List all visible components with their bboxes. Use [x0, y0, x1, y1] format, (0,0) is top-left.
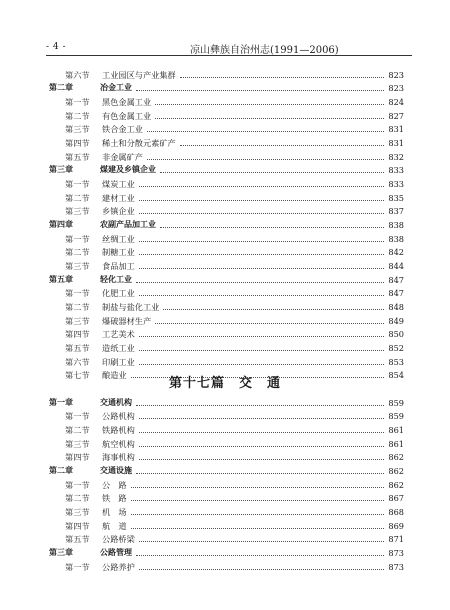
toc-section-entry: [49, 327, 404, 341]
toc-entry-page: 873: [388, 547, 404, 558]
toc-entry-page: 859: [388, 411, 404, 422]
dot-leader: [147, 159, 384, 160]
toc-section-entry: [49, 123, 404, 137]
toc-section-entry: [49, 95, 404, 109]
toc-entry-title: 铁合金工业: [102, 124, 143, 135]
toc-entry-title: 乡镇企业: [102, 206, 135, 217]
dot-leader: [136, 90, 384, 91]
toc-entry-title: 稀土和分散元素矿产: [102, 138, 176, 148]
dot-leader: [160, 172, 384, 173]
toc-entry-page: 849: [388, 315, 404, 326]
toc-entry-title: 交通机构: [100, 397, 132, 407]
toc-section-entry: [49, 451, 404, 465]
toc-section-entry: [49, 505, 404, 519]
dot-leader: [147, 131, 384, 132]
toc-entry-label: 第五节: [65, 342, 90, 353]
toc-entry-label: 第六节: [65, 69, 90, 80]
dot-leader: [155, 104, 384, 105]
toc-entry-label: 第三节: [65, 315, 90, 326]
toc-entry-page: 868: [388, 506, 404, 517]
dot-leader: [139, 213, 384, 214]
dot-leader: [131, 487, 384, 488]
page-number: - 4 -: [46, 42, 67, 52]
toc-entry-page: 847: [388, 288, 404, 299]
toc-section-entry: [49, 68, 404, 82]
toc-section-entry: [49, 341, 404, 355]
toc-section-entry: [49, 246, 404, 260]
dot-leader: [136, 473, 384, 474]
toc-entry-page: 831: [388, 124, 404, 135]
toc-entry-title: 铁 路: [102, 493, 127, 504]
book-title: 凉山彝族自治州志(1991—2006): [190, 45, 339, 56]
toc-entry-label: 第一节: [65, 288, 90, 299]
toc-entry-title: 制糖工业: [102, 247, 135, 258]
toc-entry-page: 848: [388, 301, 404, 312]
toc-chapter-entry: [49, 464, 404, 478]
dot-leader: [139, 254, 384, 255]
toc-entry-title: 造纸工业: [102, 342, 135, 353]
dot-leader: [180, 77, 384, 78]
toc-entry-title: 交通设施: [100, 466, 132, 476]
dot-leader: [139, 241, 384, 242]
dot-leader: [139, 541, 384, 542]
toc-entry-title: 公路机构: [102, 411, 135, 422]
toc-entry-title: 农副产品加工业: [100, 220, 156, 230]
toc-section-entry: [49, 232, 404, 246]
toc-section-entry: [49, 259, 404, 273]
toc-entry-page: 862: [388, 452, 404, 463]
toc-entry-title: 航空机构: [102, 438, 135, 449]
toc-entry-label: 第五节: [65, 534, 90, 545]
toc-entry-label: 第二章: [49, 466, 73, 476]
toc-entry-page: 827: [388, 110, 404, 121]
toc-entry-label: 第二节: [65, 247, 90, 258]
toc-entry-label: 第一节: [65, 479, 90, 490]
toc-entry-page: 850: [388, 329, 404, 340]
toc-entry-page: 838: [388, 219, 404, 230]
toc-entry-page: 854: [388, 370, 404, 381]
toc-section-entry: [49, 423, 404, 437]
toc-entry-page: 833: [388, 178, 404, 189]
part-title: 第十七篇 交 通: [168, 376, 281, 391]
toc-entry-label: 第七节: [65, 370, 90, 381]
dot-leader: [136, 555, 384, 556]
toc-section-entry: [49, 533, 404, 547]
toc-section-entry: [49, 136, 404, 150]
toc-entry-title: 公 路: [102, 479, 127, 490]
dot-leader: [139, 186, 384, 187]
toc-entry-label: 第三节: [65, 206, 90, 217]
toc-section-transport: [49, 396, 404, 574]
toc-entry-title: 黑色金属工业: [102, 97, 152, 108]
toc-entry-label: 第二节: [65, 493, 90, 504]
toc-entry-page: 833: [388, 165, 404, 176]
toc-entry-title: 丝绸工业: [102, 233, 135, 244]
dot-leader: [155, 118, 384, 119]
toc-section-entry: [49, 519, 404, 533]
toc-section-entry: [49, 314, 404, 328]
toc-entry-label: 第三章: [49, 165, 73, 175]
dot-leader: [139, 569, 384, 570]
toc-entry-title: 航 道: [102, 520, 127, 531]
toc-entry-page: 862: [388, 466, 404, 476]
toc-chapter-entry: [49, 396, 404, 410]
toc-entry-page: 823: [388, 69, 404, 80]
toc-entry-label: 第二节: [65, 192, 90, 203]
toc-section-entry: [49, 410, 404, 424]
toc-entry-page: 861: [388, 438, 404, 449]
toc-entry-title: 公路养护: [102, 561, 135, 572]
toc-chapter-entry: [49, 546, 404, 560]
dot-leader: [139, 295, 384, 296]
dot-leader: [180, 145, 384, 146]
dot-leader: [139, 268, 384, 269]
dot-leader: [131, 514, 384, 515]
toc-entry-page: 853: [388, 356, 404, 367]
toc-entry-title: 煤建及乡镇企业: [100, 165, 156, 175]
toc-section-entry: [49, 150, 404, 164]
toc-entry-title: 工艺美术: [102, 329, 135, 340]
toc-entry-label: 第三节: [65, 438, 90, 449]
toc-section-entry: [49, 191, 404, 205]
toc-entry-title: 轻化工业: [100, 274, 132, 284]
toc-entry-page: 862: [388, 479, 404, 490]
dot-leader: [139, 336, 384, 337]
toc-entry-page: 873: [388, 561, 404, 572]
toc-entry-label: 第四节: [65, 452, 90, 463]
toc-section-entry: [49, 205, 404, 219]
toc-chapter-entry: [49, 82, 404, 96]
dot-leader: [139, 418, 384, 419]
dot-leader: [131, 500, 384, 501]
toc-entry-label: 第三节: [65, 506, 90, 517]
dot-leader: [155, 323, 384, 324]
dot-leader: [136, 405, 384, 406]
toc-entry-page: 871: [388, 534, 404, 545]
toc-entry-label: 第二节: [65, 301, 90, 312]
toc-section-entry: [49, 300, 404, 314]
toc-entry-label: 第二章: [49, 83, 73, 93]
toc-entry-page: 867: [388, 493, 404, 504]
toc-entry-title: 有色金属工业: [102, 110, 152, 121]
toc-entry-title: 酿造业: [102, 370, 127, 381]
dot-leader: [139, 432, 384, 433]
toc-entry-page: 861: [388, 425, 404, 436]
toc-entry-page: 835: [388, 192, 404, 203]
toc-entry-label: 第一节: [65, 97, 90, 108]
toc-chapter-entry: [49, 218, 404, 232]
toc-entry-page: 852: [388, 342, 404, 353]
toc-entry-label: 第五章: [49, 274, 73, 284]
dot-leader: [131, 528, 384, 529]
dot-leader: [160, 227, 384, 228]
toc-entry-page: 838: [388, 233, 404, 244]
header-rule: [46, 55, 412, 56]
toc-section-entry: [49, 478, 404, 492]
toc-entry-label: 第四节: [65, 138, 90, 148]
toc-entry-label: 第五节: [65, 151, 90, 162]
toc-section-entry: [49, 287, 404, 301]
toc-entry-label: 第一节: [65, 561, 90, 572]
toc-entry-title: 铁路机构: [102, 425, 135, 436]
toc-entry-page: 831: [388, 138, 404, 148]
toc-entry-title: 工业园区与产业集群: [102, 69, 176, 80]
toc-entry-label: 第三节: [65, 260, 90, 271]
toc-entry-page: 847: [388, 274, 404, 285]
toc-entry-page: 832: [388, 151, 404, 162]
toc-section-industry: [49, 68, 404, 382]
toc-entry-title: 机 场: [102, 506, 127, 517]
toc-section-entry: [49, 177, 404, 191]
toc-entry-page: 824: [388, 97, 404, 108]
dot-leader: [163, 309, 384, 310]
dot-leader: [139, 364, 384, 365]
toc-entry-label: 第一节: [65, 178, 90, 189]
toc-entry-label: 第三节: [65, 124, 90, 135]
toc-entry-label: 第四章: [49, 220, 73, 230]
toc-entry-page: 842: [388, 247, 404, 258]
toc-chapter-entry: [49, 273, 404, 287]
toc-entry-label: 第二节: [65, 425, 90, 436]
toc-entry-page: 823: [388, 83, 404, 94]
toc-entry-label: 第一节: [65, 233, 90, 244]
toc-entry-label: 第六节: [65, 356, 90, 367]
toc-entry-title: 建材工业: [102, 192, 135, 203]
toc-chapter-entry: [49, 164, 404, 178]
toc-entry-page: 837: [388, 206, 404, 217]
toc-entry-title: 制盐与盐化工业: [102, 301, 160, 312]
toc-section-entry: [49, 355, 404, 369]
toc-entry-title: 煤炭工业: [102, 178, 135, 189]
toc-entry-title: 冶金工业: [100, 83, 132, 93]
dot-leader: [139, 200, 384, 201]
toc-entry-label: 第四节: [65, 329, 90, 340]
toc-entry-label: 第二节: [65, 110, 90, 121]
toc-entry-page: 869: [388, 520, 404, 531]
toc-entry-title: 印刷工业: [102, 356, 135, 367]
toc-entry-title: 爆破器材生产: [102, 315, 152, 326]
dot-leader: [139, 459, 384, 460]
dot-leader: [136, 282, 384, 283]
toc-entry-title: 化肥工业: [102, 288, 135, 299]
toc-entry-title: 食品加工: [102, 260, 135, 271]
toc-section-entry: [49, 437, 404, 451]
toc-entry-label: 第一章: [49, 397, 73, 407]
toc-section-entry: [49, 560, 404, 574]
dot-leader: [139, 350, 384, 351]
toc-entry-page: 844: [388, 260, 404, 271]
toc-entry-title: 非金属矿产: [102, 151, 143, 162]
toc-section-entry: [49, 492, 404, 506]
dot-leader: [139, 446, 384, 447]
toc-entry-label: 第四节: [65, 520, 90, 531]
toc-entry-label: 第三章: [49, 548, 73, 558]
toc-entry-title: 公路管理: [100, 548, 132, 558]
toc-section-entry: [49, 109, 404, 123]
page-header: [46, 40, 412, 57]
toc-entry-label: 第一节: [65, 411, 90, 422]
toc-entry-title: 海事机构: [102, 452, 135, 463]
toc-entry-title: 公路桥梁: [102, 534, 135, 545]
toc-entry-page: 859: [388, 397, 404, 408]
